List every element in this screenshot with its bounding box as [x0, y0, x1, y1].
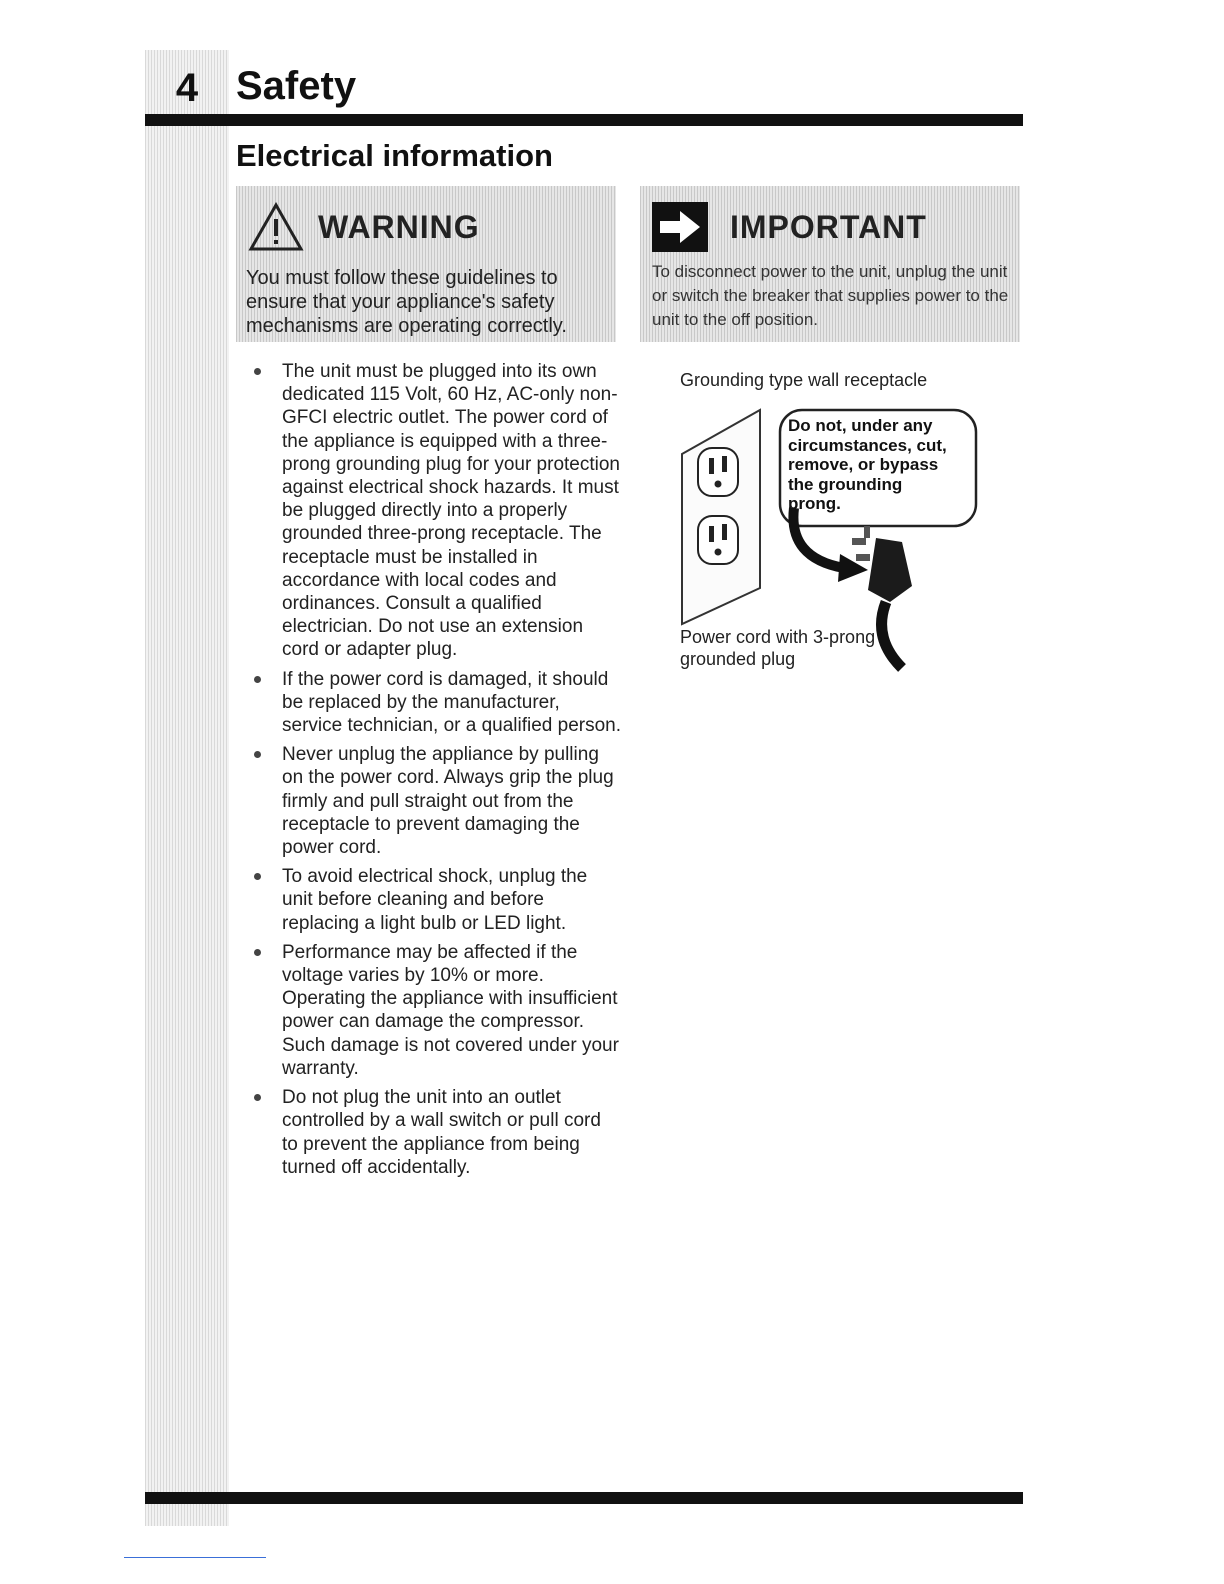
- bullet-icon: [254, 368, 261, 375]
- important-label: IMPORTANT: [730, 208, 927, 245]
- warning-text: You must follow these guidelines to ensure that your appliance's safety mechanisms are operating correctly.: [246, 267, 567, 337]
- page-title: Safety: [236, 64, 357, 108]
- sidebar-stripe: [145, 50, 229, 1526]
- list-item-text: If the power cord is damaged, it should be replaced by the manufacturer, service technician, or a qualified person.: [282, 668, 622, 737]
- list-item-text: To avoid electrical shock, unplug the unit before cleaning and before replacing a light bulb or LED light.: [282, 866, 588, 934]
- section-title: Electrical information: [236, 138, 553, 173]
- safety-bullet-list: [250, 360, 622, 1185]
- list-item-text: Do not plug the unit into an outlet controlled by a wall switch or pull cord to prevent the appliance from being turned off accidentally.: [282, 1087, 601, 1178]
- important-box: [640, 186, 1020, 342]
- list-item: [250, 743, 622, 859]
- footer-rule: [145, 1492, 1023, 1504]
- page-number: 4: [175, 66, 199, 110]
- list-item: [250, 360, 622, 662]
- figure-caption-top: Grounding type wall receptacle: [680, 370, 928, 390]
- list-item: [250, 865, 622, 935]
- bullet-icon: [254, 873, 261, 880]
- header-rule: [145, 114, 1023, 126]
- figure-callout-text: Do not, under any circumstances, cut, remove, or bypass the grounding prong.: [788, 416, 947, 513]
- bullet-icon: [254, 1094, 261, 1101]
- important-text: To disconnect power to the unit, unplug the unit or switch the breaker that supplies power to the unit to the off position.: [652, 262, 1009, 329]
- list-item: [250, 1086, 622, 1179]
- warning-label: WARNING: [318, 208, 480, 245]
- bullet-icon: [254, 949, 261, 956]
- list-item-text: Never unplug the appliance by pulling on the power cord. Always grip the plug firmly and pull straight out from the receptacle to prevent damaging the power cord.: [282, 744, 614, 859]
- list-item-text: Performance may be affected if the voltage varies by 10% or more. Operating the appliance with insufficient power can damage the compressor. Such damage is not covered under your warranty.: [282, 941, 619, 1079]
- grounding-figure: [676, 358, 992, 676]
- bullet-icon: [254, 751, 261, 758]
- list-item: [250, 668, 622, 738]
- bullet-icon: [254, 676, 261, 683]
- list-item: [250, 941, 622, 1080]
- footer-underline: [124, 1557, 266, 1558]
- warning-box: [236, 186, 616, 342]
- warning-triangle-icon: [248, 202, 304, 252]
- list-item-text: The unit must be plugged into its own dedicated 115 Volt, 60 Hz, AC-only non-GFCI electric outlet. The power cord of the appliance is equipped with a three-prong grounding plug for your protection against electrical shock hazards. It must be plugged directly into a properly grounded three-prong receptacle. The receptacle must be installed in accordance with local codes and ordinances. Consult a qualified electrician. Do not use an extension cord or adapter plug.: [282, 361, 621, 661]
- figure-caption-bottom: Power cord with 3-prong grounded plug: [680, 627, 876, 669]
- arrow-right-icon: [652, 202, 708, 252]
